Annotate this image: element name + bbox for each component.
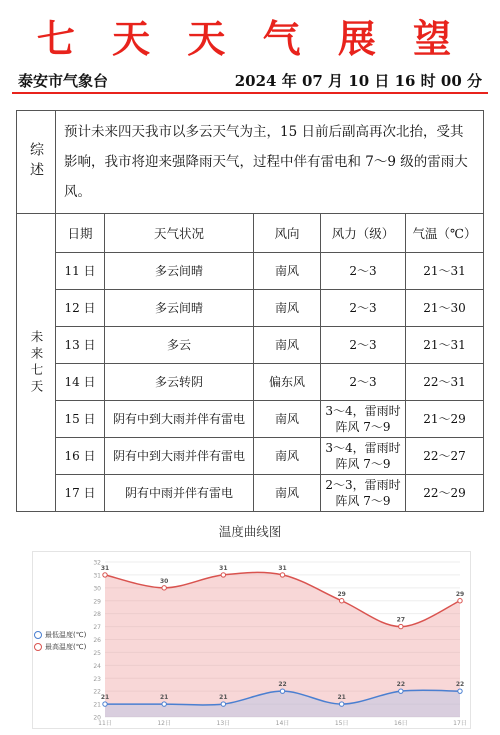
max-temperature-point [162, 586, 166, 590]
cell-wind-force: 2～3 [321, 364, 406, 401]
min-temperature-point [280, 689, 284, 693]
table-row [17, 475, 484, 512]
y-tick-label: 31 [93, 572, 101, 580]
y-tick-label: 22 [93, 688, 101, 696]
min-temperature-point [399, 689, 403, 693]
table-row [17, 364, 484, 401]
min-temperature-label: 21 [100, 694, 110, 702]
cell-wind-force: 2～3 [321, 253, 406, 290]
y-tick-label: 24 [93, 662, 101, 670]
chart-legend [34, 629, 86, 653]
cell-weather: 多云转阴 [105, 364, 254, 401]
temperature-chart [33, 552, 470, 728]
min-temperature-label: 22 [455, 681, 465, 689]
legend-item-max[interactable] [34, 641, 86, 653]
legend-max-marker-icon [34, 643, 42, 651]
y-tick-label: 25 [93, 649, 101, 657]
cell-temperature: 21～31 [406, 253, 484, 290]
y-tick-label: 27 [93, 624, 101, 632]
cell-date: 12 日 [56, 290, 105, 327]
max-temperature-point [399, 624, 403, 628]
week-label: 未来七天 [17, 214, 56, 512]
legend-max-label: 最高温度(℃) [45, 643, 87, 651]
y-tick-label: 20 [93, 714, 101, 722]
table-row [17, 327, 484, 364]
x-tick-label: 11日 [98, 720, 112, 727]
min-temperature-label: 21 [337, 694, 346, 702]
cell-date: 17 日 [56, 475, 105, 512]
chart-title: 温度曲线图 [218, 524, 282, 539]
cell-wind-force: 3～4，雷雨时阵风 7～9 [321, 401, 406, 438]
summary-label: 综述 [17, 111, 56, 214]
max-temperature-point [103, 573, 107, 577]
min-temperature-point [339, 702, 343, 706]
cell-weather: 阴有中到大雨并伴有雷电 [105, 438, 254, 475]
min-temperature-label: 22 [396, 681, 406, 689]
page-title: 七 天 天 气 展 望 [36, 16, 464, 61]
cell-weather: 多云间晴 [105, 290, 254, 327]
legend-min-label: 最低温度(℃) [45, 631, 87, 639]
temperature-chart-frame [32, 551, 471, 729]
x-tick-label: 16日 [394, 720, 408, 727]
forecast-table [16, 110, 484, 512]
cell-wind-direction: 南风 [254, 475, 321, 512]
min-temperature-point [162, 702, 166, 706]
max-temperature-point [458, 599, 462, 603]
cell-wind-direction: 南风 [254, 327, 321, 364]
y-tick-label: 21 [93, 701, 101, 709]
max-temperature-label: 29 [455, 590, 465, 598]
x-tick-label: 14日 [275, 720, 290, 727]
y-tick-label: 30 [93, 585, 101, 593]
max-temperature-label: 27 [396, 616, 406, 624]
y-tick-label: 28 [93, 611, 101, 619]
legend-item-min[interactable] [34, 629, 86, 641]
table-row [17, 253, 484, 290]
max-temperature-point [339, 599, 343, 603]
min-temperature-label: 21 [159, 694, 169, 702]
summary-row [17, 111, 484, 214]
y-tick-label: 32 [93, 559, 101, 567]
header-wind-direction: 风向 [254, 214, 321, 253]
min-temperature-label: 22 [278, 681, 287, 689]
summary-text: 预计未来四天我市以多云天气为主，15 日前后副高再次北抬，受其影响，我市将迎来强降雨天气，过程中伴有雷电和 7～9 级的雷雨大风。 [56, 111, 484, 214]
cell-date: 16 日 [56, 438, 105, 475]
cell-date: 15 日 [56, 401, 105, 438]
max-temperature-label: 29 [337, 590, 346, 598]
cell-wind-direction: 南风 [254, 253, 321, 290]
cell-temperature: 21～30 [406, 290, 484, 327]
min-temperature-point [221, 702, 225, 706]
table-row [17, 290, 484, 327]
cell-temperature: 21～29 [406, 401, 484, 438]
cell-temperature: 22～27 [406, 438, 484, 475]
issuer-name: 泰安市气象台 [18, 72, 109, 90]
min-temperature-point [458, 689, 462, 693]
cell-wind-direction: 南风 [254, 290, 321, 327]
x-tick-label: 12日 [157, 720, 171, 727]
header-wind-force: 风力（级） [321, 214, 406, 253]
header-divider [12, 92, 488, 94]
min-temperature-label: 21 [219, 694, 228, 702]
max-temperature-label: 31 [100, 564, 110, 572]
cell-date: 14 日 [56, 364, 105, 401]
x-tick-label: 17日 [453, 720, 467, 727]
y-tick-label: 29 [93, 598, 101, 606]
cell-date: 13 日 [56, 327, 105, 364]
y-tick-label: 23 [93, 675, 101, 683]
cell-wind-force: 2～3，雷雨时阵风 7～9 [321, 475, 406, 512]
cell-wind-force: 2～3 [321, 327, 406, 364]
max-temperature-label: 30 [159, 577, 169, 585]
cell-wind-force: 3～4，雷雨时阵风 7～9 [321, 438, 406, 475]
cell-wind-direction: 南风 [254, 401, 321, 438]
table-row [17, 438, 484, 475]
y-tick-label: 26 [93, 637, 101, 644]
cell-weather: 阴有中到大雨并伴有雷电 [105, 401, 254, 438]
cell-wind-force: 2～3 [321, 290, 406, 327]
x-tick-label: 15日 [334, 720, 349, 727]
max-temperature-point [221, 573, 225, 577]
header-weather: 天气状况 [105, 214, 254, 253]
cell-weather: 多云 [105, 327, 254, 364]
issued-time: 2024 年 07 月 10 日 16 时 00 分 [234, 72, 482, 90]
header-temperature: 气温（℃） [406, 214, 484, 253]
cell-temperature: 22～29 [406, 475, 484, 512]
legend-min-marker-icon [34, 631, 42, 639]
cell-weather: 阴有中雨并伴有雷电 [105, 475, 254, 512]
column-header-row [17, 214, 484, 253]
header-date: 日期 [56, 214, 105, 253]
table-row [17, 401, 484, 438]
cell-temperature: 22～31 [406, 364, 484, 401]
min-temperature-point [103, 702, 107, 706]
cell-temperature: 21～31 [406, 327, 484, 364]
x-tick-label: 13日 [216, 720, 231, 727]
max-temperature-label: 31 [278, 564, 287, 572]
cell-wind-direction: 偏东风 [254, 364, 321, 401]
cell-date: 11 日 [56, 253, 105, 290]
max-temperature-label: 31 [219, 564, 228, 572]
cell-wind-direction: 南风 [254, 438, 321, 475]
max-temperature-point [280, 573, 284, 577]
cell-weather: 多云间晴 [105, 253, 254, 290]
